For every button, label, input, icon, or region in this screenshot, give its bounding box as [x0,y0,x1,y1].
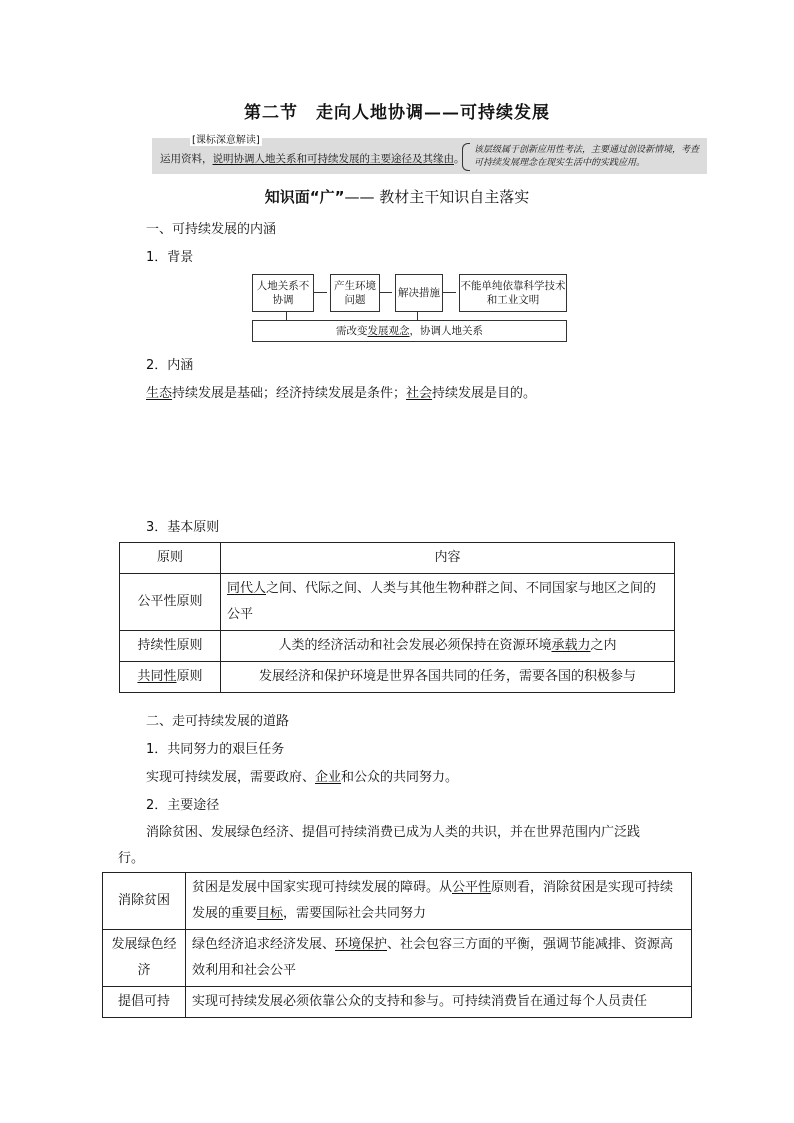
principles-heading: 3．基本原则 [146,520,220,535]
table-cell: 贫困是发展中国家实现可持续发展的障碍。从公平性原则看，消除贫困是实现可持续发展的重要目标，需要国际社会共同努力 [186,873,692,930]
table-row [103,873,692,930]
task-text: 实现可持续发展，需要政府、企业和公众的共同努力。 [146,770,459,785]
table-cell: 绿色经济追求经济发展、环境保护、社会包容三方面的平衡，强调节能减排、资源高效利用和社会公平 [186,930,692,987]
task-heading: 1．共同努力的艰巨任务 [146,742,285,757]
table-cell: 人类的经济活动和社会发展必须保持在资源环境承载力之内 [221,631,675,662]
table-cell: 同代人之间、代际之间、人类与其他生物种群之间、不同国家与地区之间的公平 [221,574,675,631]
banner-right-text: 该层级属于创新应用性考法，主要通过创设新情境，考查可持续发展理念在现实生活中的实践应用。 [474,145,700,168]
table-cell: 消除贫困 [103,873,186,930]
flow-arrow-2 [379,292,392,293]
table-cell: 提倡可持 [103,987,186,1018]
flow-box-4: 不能单纯依靠科学技术和工业文明 [459,274,567,312]
brace-icon [462,143,470,171]
principles-table [119,542,675,693]
sec1-heading: 一、可持续发展的内涵 [146,222,277,237]
flow-bottom-box: 需改变 发展观念 ，协调人地关系 [252,320,567,342]
table-row [120,574,675,631]
table-cell: 实现可持续发展必须依靠公众的支持和参与。可持续消费旨在通过每个人员责任 [186,987,692,1018]
banner-tag: [课标深意解读] [190,131,262,146]
table-row [103,930,692,987]
table-row [120,543,675,574]
connotation-heading: 2．内涵 [146,358,194,373]
table-header-cell: 内容 [221,543,675,574]
sec2-heading: 二、走可持续发展的道路 [146,714,290,729]
flow-up-arrow [286,311,287,320]
table-cell: 共同性原则 [120,662,221,693]
flow-box-3: 解决措施 [395,274,443,312]
ways-table [102,872,692,1018]
background-heading: 1．背景 [146,250,194,265]
table-cell: 发展绿色经济 [103,930,186,987]
section-subtitle: 知识面“广”—— 教材主干知识自主落实 [264,188,530,206]
flow-down-arrow [417,311,418,320]
table-cell: 发展经济和保护环境是世界各国共同的任务，需要各国的积极参与 [221,662,675,693]
table-row [103,987,692,1018]
ways-heading: 2．主要途径 [146,798,220,813]
flow-box-1: 人地关系不协调 [252,274,314,312]
table-row [120,631,675,662]
table-row [120,662,675,693]
table-cell: 公平性原则 [120,574,221,631]
page-title: 第二节 走向人地协调——可持续发展 [244,103,550,123]
flow-arrow-1 [313,292,327,293]
table-cell: 持续性原则 [120,631,221,662]
banner-left-text: 运用资料，说明协调人地关系和可持续发展的主要途径及其缘由。 [160,153,465,165]
flow-box-2: 产生环境问题 [330,274,380,312]
ways-text: 消除贫困、发展绿色经济、提倡可持续消费已成为人类的共识，并在世界范围内广泛践行。 [118,825,641,866]
connotation-text: 生态持续发展是基础；经济持续发展是条件；社会持续发展是目的。 [146,386,537,401]
table-header-cell: 原则 [120,543,221,574]
flow-arrow-3 [442,292,456,293]
